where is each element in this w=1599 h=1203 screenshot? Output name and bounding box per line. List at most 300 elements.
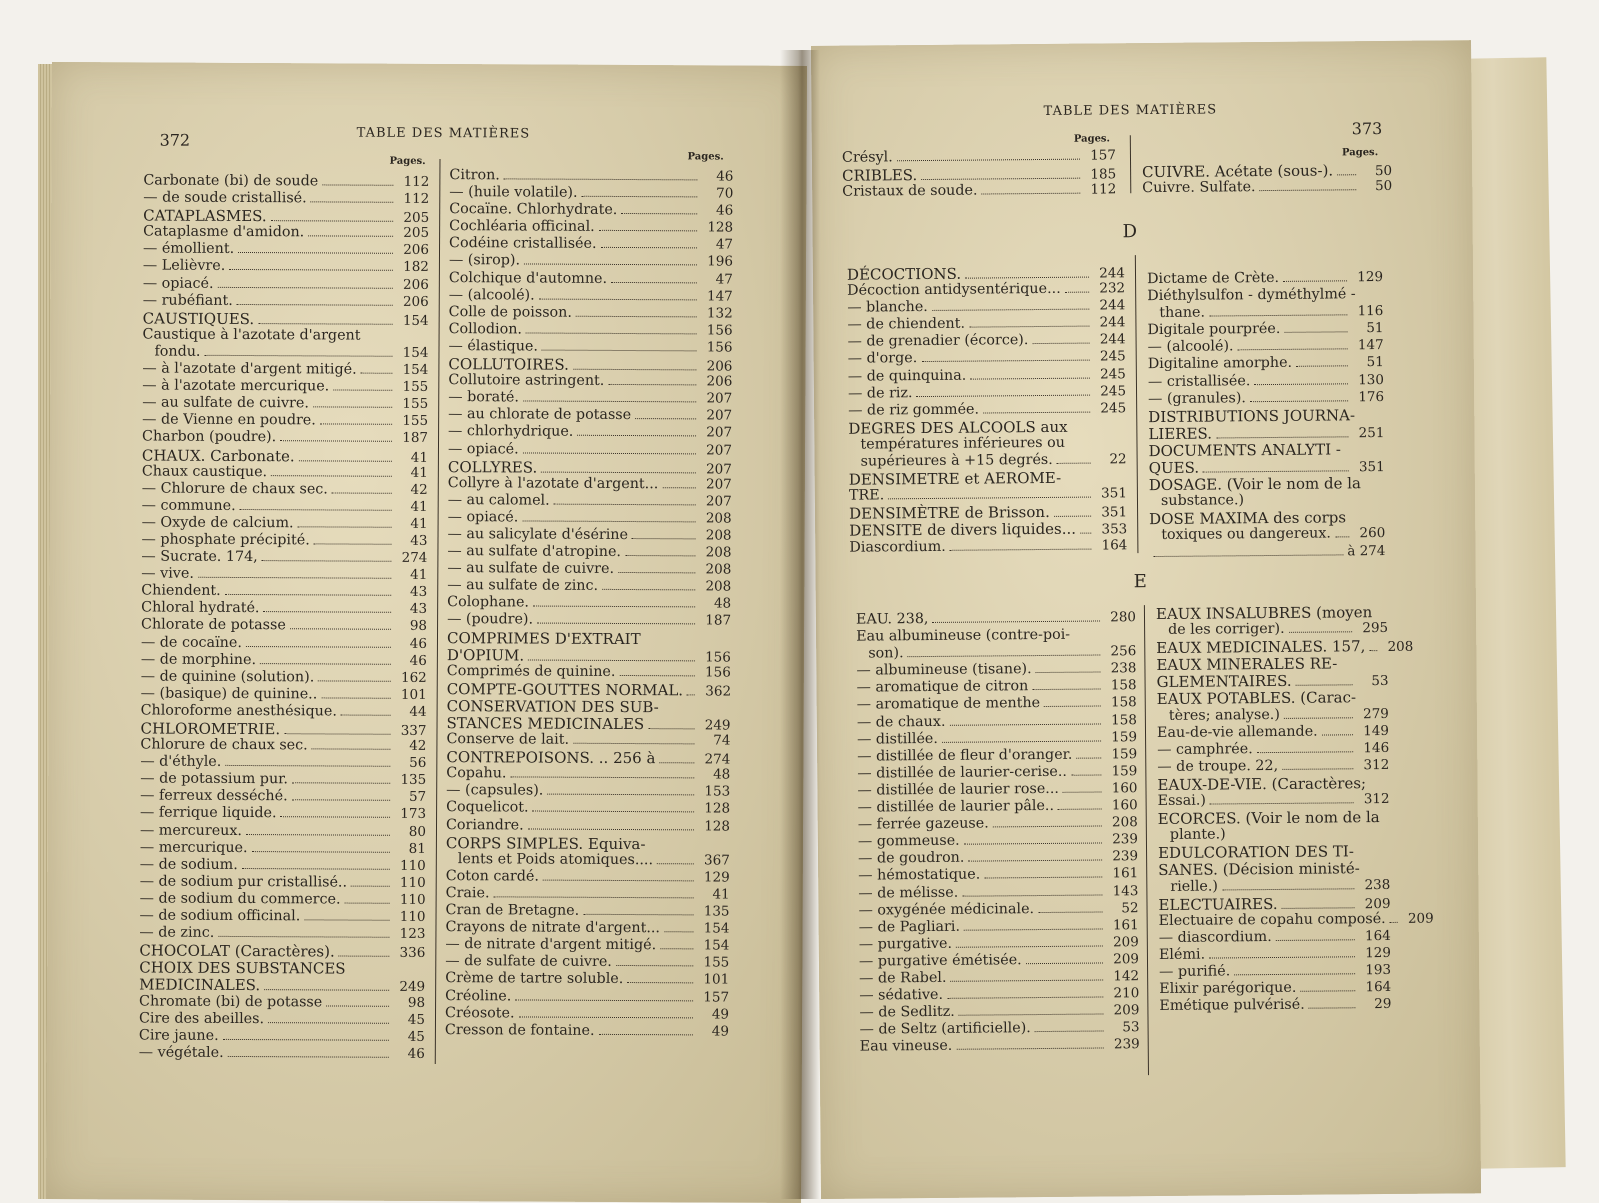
index-entry xyxy=(447,612,731,631)
leader-dots xyxy=(308,236,393,237)
leader-dots xyxy=(1065,292,1089,293)
leader-dots xyxy=(984,877,1102,879)
index-entry xyxy=(449,321,733,340)
index-page-number: 239 xyxy=(1106,831,1138,847)
index-page-number: 351 xyxy=(1095,505,1127,521)
index-entry xyxy=(1148,372,1384,391)
leader-dots xyxy=(956,945,1103,947)
index-page-number: 154 xyxy=(397,313,429,329)
index-entry xyxy=(1148,423,1384,442)
index-page-number: 157 xyxy=(1084,147,1116,163)
index-entry xyxy=(1147,303,1383,322)
index-entry-text: — mercurique. xyxy=(140,839,248,856)
index-page-number: 50 xyxy=(1360,163,1392,179)
leader-dots xyxy=(1032,343,1089,344)
leader-dots xyxy=(526,332,697,334)
index-page-number: 351 xyxy=(1353,459,1385,475)
leader-dots xyxy=(577,435,696,437)
index-entry-text: — émollient. xyxy=(143,241,234,257)
leader-dots xyxy=(657,863,694,864)
index-page-number: 51 xyxy=(1351,320,1383,336)
index-entry-text: CHLOROMETRIE. xyxy=(140,719,280,738)
index-entry-text: — à l'azotate d'argent mitigé. xyxy=(142,361,356,378)
leader-dots xyxy=(635,418,696,419)
index-page-number: 47 xyxy=(701,271,733,287)
index-entry-text: — Chlorure de chaux sec. xyxy=(142,480,328,497)
index-page-number: 187 xyxy=(699,613,731,629)
index-page-number: 29 xyxy=(1359,996,1391,1012)
index-entry xyxy=(139,993,425,1012)
index-page-number: 239 xyxy=(1106,848,1138,864)
index-page-number: 158 xyxy=(1105,678,1137,694)
index-entry xyxy=(1159,996,1391,1015)
leader-dots xyxy=(218,936,389,938)
index-entry-text: — de riz gommée. xyxy=(848,401,979,418)
leader-dots xyxy=(361,373,393,374)
index-entry xyxy=(140,822,426,841)
index-page-number: 295 xyxy=(1356,620,1388,636)
index-entry-text: — de grenadier (écorce). xyxy=(848,332,1029,350)
index-entry-text: — de sodium officinal. xyxy=(139,908,300,925)
index-page-number: 132 xyxy=(701,305,733,321)
index-entry xyxy=(448,355,732,374)
index-entry-text: EDULCORATION DES TI- xyxy=(1158,843,1354,863)
index-entry xyxy=(1158,876,1390,895)
leader-dots xyxy=(204,355,392,357)
index-page-number: 280 xyxy=(1104,609,1136,625)
index-entry xyxy=(445,953,729,972)
index-entry-text: — de potassium pur. xyxy=(140,771,288,788)
index-entry xyxy=(139,942,425,961)
leader-dots xyxy=(921,360,1089,362)
index-entry xyxy=(1158,842,1390,861)
leader-dots xyxy=(947,997,1103,999)
index-entry-text: CONSERVATION DES SUB- xyxy=(447,697,659,716)
index-entry-text: rielle.) xyxy=(1158,878,1218,895)
index-entry-text: — mercureux. xyxy=(140,822,242,839)
index-page-number: 159 xyxy=(1105,746,1137,762)
leader-dots xyxy=(292,783,390,785)
index-entry xyxy=(142,497,428,516)
index-page-number: 53 xyxy=(1108,1019,1140,1035)
index-entry-text: Comprimés de quinine. xyxy=(447,663,616,680)
index-entry-text: Chlorate de potasse xyxy=(141,617,286,634)
leader-dots xyxy=(1296,366,1348,367)
index-entry-text: — opiacé. xyxy=(143,275,214,291)
index-entry xyxy=(1148,406,1384,425)
index-entry-text: — de sodium. xyxy=(140,856,238,873)
index-page-number: 156 xyxy=(701,322,733,338)
index-page-number: 98 xyxy=(393,994,425,1010)
index-page-number: 110 xyxy=(394,892,426,908)
index-entry-text: Charbon (poudre). xyxy=(142,429,276,446)
leader-dots xyxy=(1057,463,1091,464)
index-page-number: 51 xyxy=(1352,354,1384,370)
index-entry xyxy=(1156,654,1388,673)
index-entry xyxy=(142,463,428,482)
column-rule xyxy=(435,159,441,1064)
index-page-number: 367 xyxy=(698,852,730,868)
leader-dots xyxy=(264,990,389,992)
index-entry-text: fondu. xyxy=(142,343,200,359)
index-entry xyxy=(445,1022,729,1041)
index-entry-text: — de sodium du commerce. xyxy=(140,890,341,907)
leader-dots xyxy=(965,277,1089,279)
index-page-number: 43 xyxy=(395,584,427,600)
leader-dots xyxy=(504,178,698,180)
index-entry-text: — (huile volatile). xyxy=(449,184,577,201)
index-entry-text: EAUX INSALUBRES (moyen xyxy=(1156,603,1372,623)
index-page-number: 46 xyxy=(701,203,733,219)
index-entry-text: — blanche. xyxy=(847,299,928,316)
index-page-number: 154 xyxy=(396,362,428,378)
leader-dots xyxy=(1276,939,1355,941)
index-entry-text: — distillée de laurier rose... xyxy=(857,781,1059,799)
index-page-number: 46 xyxy=(395,635,427,651)
index-page-number: 49 xyxy=(697,1006,729,1022)
leader-dots xyxy=(582,196,698,198)
leader-dots xyxy=(932,620,1100,622)
index-entry-text: CHOCOLAT (Caractères). xyxy=(139,942,335,961)
index-entry xyxy=(1159,979,1391,998)
index-page-number: 155 xyxy=(396,379,428,395)
leader-dots xyxy=(583,914,693,916)
index-entry-text: — albumineuse (tisane). xyxy=(856,661,1031,679)
index-entry xyxy=(1148,389,1384,408)
index-page-number: 206 xyxy=(397,293,429,309)
index-entry-text: Coquelicot. xyxy=(446,800,529,816)
index-entry-text: Décoction antidysentérique... xyxy=(847,281,1061,299)
leader-dots xyxy=(225,765,390,767)
index-entry-text: — de soude cristallisé. xyxy=(143,190,306,207)
index-page-number: 160 xyxy=(1105,780,1137,796)
index-entry xyxy=(142,446,428,465)
leader-dots xyxy=(322,184,393,185)
index-entry xyxy=(1149,474,1385,493)
index-page-number: 48 xyxy=(699,596,731,612)
leader-dots xyxy=(542,350,697,352)
index-entry xyxy=(447,646,731,665)
index-entry-text: — au calomel. xyxy=(448,492,550,509)
index-entry-text: — au sulfate de zinc. xyxy=(447,577,598,594)
index-page-number: 160 xyxy=(1106,797,1138,813)
leader-dots xyxy=(510,777,694,779)
index-page-number: 337 xyxy=(394,723,426,739)
index-entry xyxy=(445,936,729,955)
index-entry xyxy=(446,851,730,870)
index-page-number: 274 xyxy=(698,752,730,768)
leader-dots xyxy=(1250,400,1348,402)
index-entry xyxy=(142,480,428,499)
leader-dots xyxy=(964,928,1103,930)
index-entry xyxy=(842,182,1116,201)
index-page-number: 205 xyxy=(397,210,429,226)
index-page-number: 112 xyxy=(397,174,429,190)
index-entry-text: — cristallisée. xyxy=(1148,373,1251,390)
leader-dots xyxy=(537,623,695,625)
index-entry xyxy=(860,1037,1140,1057)
index-entry-text: Colchique d'automne. xyxy=(449,270,607,287)
index-entry-text: — oxygénée médicinale. xyxy=(858,901,1034,919)
index-page-number: 196 xyxy=(701,254,733,270)
index-entry-text: — de riz. xyxy=(848,385,913,402)
index-entry xyxy=(139,976,425,995)
index-entry xyxy=(1147,269,1383,288)
index-entry-text: Eau-de-vie allemande. xyxy=(1157,723,1318,740)
leader-dots xyxy=(1035,1031,1104,1033)
index-entry-text: — camphrée. xyxy=(1157,741,1253,758)
index-page-number: 110 xyxy=(393,909,425,925)
index-entry-text: Chloral hydraté. xyxy=(141,600,259,617)
index-page-number: 135 xyxy=(394,772,426,788)
index-entry-text: Chlorure de chaux sec. xyxy=(140,737,307,754)
index-entry xyxy=(143,292,429,311)
index-page-number: 110 xyxy=(394,875,426,891)
index-page-number: 46 xyxy=(395,652,427,668)
leader-dots xyxy=(284,733,390,735)
index-page-number: 56 xyxy=(394,755,426,771)
leader-dots xyxy=(237,304,393,306)
leader-dots xyxy=(345,902,390,903)
index-page-number: 362 xyxy=(699,683,731,699)
index-entry xyxy=(448,492,732,511)
index-entry-text: Cuivre. Sulfate. xyxy=(1142,179,1255,196)
index-entry xyxy=(140,771,426,790)
leader-dots xyxy=(648,728,694,729)
index-entry xyxy=(140,873,426,892)
index-entry xyxy=(448,372,732,391)
leader-dots xyxy=(528,659,695,661)
leader-dots xyxy=(238,252,393,254)
leader-dots xyxy=(908,655,1101,658)
index-page-number: 244 xyxy=(1093,315,1125,331)
index-entry-text: — au salicylate d'ésérine xyxy=(447,526,628,543)
index-entry-text: Collyre à l'azotate d'argent... xyxy=(448,475,659,492)
index-entry xyxy=(140,890,426,909)
index-page-number: 210 xyxy=(1107,985,1139,1001)
index-entry-text: — Sucrate. 174, xyxy=(141,549,257,566)
index-page-number: 42 xyxy=(396,481,428,497)
index-entry-text: CATAPLASMES. xyxy=(143,207,267,226)
running-head: TABLE DES MATIÈRES xyxy=(1044,102,1218,119)
index-page-number: 142 xyxy=(1107,968,1139,984)
index-page-number: 22 xyxy=(1095,451,1127,467)
index-page-number: 207 xyxy=(700,391,732,407)
index-entry-text: DOSAGE. (Voir le nom de la xyxy=(1149,474,1361,494)
index-entry xyxy=(447,543,731,562)
index-page-number: 256 xyxy=(1104,643,1136,659)
index-entry xyxy=(143,224,429,243)
index-entry xyxy=(143,258,429,277)
index-entry-text: Cochléaria officinal. xyxy=(449,218,595,235)
index-entry-text: — de quinine (solution). xyxy=(141,668,315,685)
leader-dots xyxy=(917,394,1091,397)
index-entry xyxy=(446,800,730,819)
index-entry xyxy=(141,566,427,585)
index-page-number: 208 xyxy=(1381,639,1413,655)
index-entry-text: — de quinquina. xyxy=(848,367,966,384)
index-entry-text: Diéthylsulfon - dyméthylmé - xyxy=(1147,286,1356,304)
index-page-number: 207 xyxy=(700,476,732,492)
pages-label: Pages. xyxy=(1342,147,1378,158)
index-entry-text: toxiques ou dangereux. xyxy=(1149,526,1331,544)
index-page-number: 312 xyxy=(1357,757,1389,773)
leader-dots xyxy=(318,680,391,681)
index-entry xyxy=(143,190,429,209)
index-page-number: 208 xyxy=(700,510,732,526)
index-entry-text: Craie. xyxy=(446,885,490,901)
index-entry xyxy=(141,531,427,550)
index-entry xyxy=(449,253,733,272)
index-entry xyxy=(139,908,425,927)
index-page-number: 207 xyxy=(700,442,732,458)
leader-dots xyxy=(1036,672,1101,674)
book-gutter xyxy=(780,50,820,1199)
index-entry-text: — de cocaïne. xyxy=(141,634,242,651)
leader-dots xyxy=(225,594,392,596)
index-section-e-right xyxy=(1156,603,1392,1015)
index-entry-text: — de Pagliari. xyxy=(859,918,960,935)
leader-dots xyxy=(1032,689,1100,691)
leader-dots xyxy=(268,1022,389,1024)
index-page-number: 45 xyxy=(393,1011,425,1027)
leader-dots xyxy=(260,663,391,665)
index-entry-text: Copahu. xyxy=(446,765,506,781)
index-entry xyxy=(445,988,729,1007)
index-entry xyxy=(142,412,428,431)
index-entry xyxy=(1157,723,1389,742)
leader-dots xyxy=(1238,349,1348,351)
leader-dots xyxy=(659,762,694,763)
index-page-number: 43 xyxy=(395,601,427,617)
index-entry xyxy=(140,719,426,738)
index-entry-text: — aromatique de citron xyxy=(857,679,1029,696)
index-page-number: 336 xyxy=(393,945,425,961)
index-page-number: 239 xyxy=(1108,1037,1140,1053)
index-entry-text: EAUX POTABLES. (Carac- xyxy=(1157,689,1356,709)
index-entry-text: — de Sedlitz. xyxy=(859,1004,955,1021)
leader-dots xyxy=(1058,809,1102,810)
index-entry xyxy=(447,680,731,699)
index-page-number: 147 xyxy=(1352,337,1384,353)
index-entry-text: — au sulfate de cuivre. xyxy=(142,395,309,412)
index-entry-text: — (sirop). xyxy=(449,253,520,269)
leader-dots xyxy=(1063,791,1102,792)
index-entry-text: — distillée. xyxy=(857,731,938,748)
leader-dots xyxy=(1369,650,1377,651)
running-head: TABLE DES MATIÈRES xyxy=(357,126,531,142)
index-page-number: 238 xyxy=(1358,876,1390,892)
leader-dots xyxy=(524,264,697,266)
index-entry xyxy=(1158,894,1390,913)
index-entry-text: Colle de poisson. xyxy=(449,304,572,321)
index-entry-text: Cataplasme d'amidon. xyxy=(143,224,304,241)
index-entry xyxy=(139,1027,425,1046)
leader-dots xyxy=(523,452,696,454)
index-page-number: 41 xyxy=(396,464,428,480)
leader-dots xyxy=(968,860,1102,862)
index-page-number: 110 xyxy=(394,858,426,874)
leader-dots xyxy=(541,471,696,473)
leader-dots xyxy=(982,193,1081,195)
index-entry-text: Créoline. xyxy=(445,988,511,1004)
index-page-number: 44 xyxy=(395,704,427,720)
index-page-number: 41 xyxy=(698,886,730,902)
index-page-number: 48 xyxy=(698,767,730,783)
index-entry-text: tères; analyse.) xyxy=(1157,706,1280,723)
index-page-number: 207 xyxy=(700,425,732,441)
index-entry xyxy=(446,765,730,784)
index-entry-text: GLEMENTAIRES. xyxy=(1156,672,1291,691)
leader-dots xyxy=(897,159,1080,162)
index-entry xyxy=(1149,525,1385,544)
leader-dots xyxy=(515,999,693,1001)
leader-dots xyxy=(332,492,392,493)
index-entry-text: — au sulfate d'atropine. xyxy=(447,543,621,560)
index-entry-text: — purifié. xyxy=(1159,963,1230,980)
index-entry-text: CHOIX DES SUBSTANCES xyxy=(139,959,345,978)
index-entry-text: — végétale. xyxy=(139,1044,224,1060)
leader-dots xyxy=(280,817,390,819)
leader-dots xyxy=(528,828,694,830)
index-entry xyxy=(139,1010,425,1029)
leader-dots xyxy=(554,503,696,505)
index-entry xyxy=(447,663,731,682)
index-entry xyxy=(449,167,733,186)
leader-dots xyxy=(599,230,697,232)
leader-dots xyxy=(1322,734,1353,735)
pages-label: Pages. xyxy=(1074,133,1110,144)
leader-dots xyxy=(1335,537,1349,538)
column-rule xyxy=(1144,605,1149,1075)
index-page-number: 206 xyxy=(397,242,429,258)
leader-dots xyxy=(1038,911,1102,913)
index-page-number: 193 xyxy=(1359,962,1391,978)
index-page-number: 244 xyxy=(1094,332,1126,348)
index-entry-text: — (granules). xyxy=(1148,390,1246,407)
index-entry-text: Cresson de fontaine. xyxy=(445,1022,595,1039)
index-page-number: 129 xyxy=(1351,269,1383,285)
index-entry-text: Collodion. xyxy=(449,321,522,337)
index-entry-text: — (poudre). xyxy=(447,612,533,628)
index-page-number: 80 xyxy=(394,823,426,839)
index-entry-text: Eau albumineuse (contre-poi- xyxy=(856,627,1070,645)
index-page-number: 154 xyxy=(697,921,729,937)
index-page-number: 74 xyxy=(698,732,730,748)
index-entry xyxy=(140,737,426,756)
right-page xyxy=(811,40,1481,1199)
index-entry-text: Coriandre. xyxy=(446,817,524,833)
pages-label: Pages. xyxy=(389,156,425,167)
index-entry-text: EAUX MEDICINALES. 157, xyxy=(1156,637,1365,657)
index-page-number: 47 xyxy=(701,237,733,253)
leader-dots xyxy=(262,560,392,562)
index-page-number: 101 xyxy=(697,972,729,988)
index-entry-text: Caustique à l'azotate d'argent xyxy=(143,326,361,343)
index-entry-text: CRIBLES. xyxy=(842,166,917,185)
index-page-number: 209 xyxy=(1402,910,1434,926)
index-entry xyxy=(1157,757,1389,776)
index-page-number: 208 xyxy=(699,562,731,578)
leader-dots xyxy=(1390,922,1398,923)
index-entry-text: — de sulfate de cuivre. xyxy=(445,953,612,970)
index-entry-text: — au sulfate de cuivre. xyxy=(447,560,614,577)
index-entry xyxy=(1156,671,1388,690)
index-entry-text: Cocaïne. Chlorhydrate. xyxy=(449,201,617,218)
leader-dots xyxy=(1054,516,1091,517)
index-entry xyxy=(447,526,731,545)
index-entry-text: TRE. xyxy=(849,488,884,504)
